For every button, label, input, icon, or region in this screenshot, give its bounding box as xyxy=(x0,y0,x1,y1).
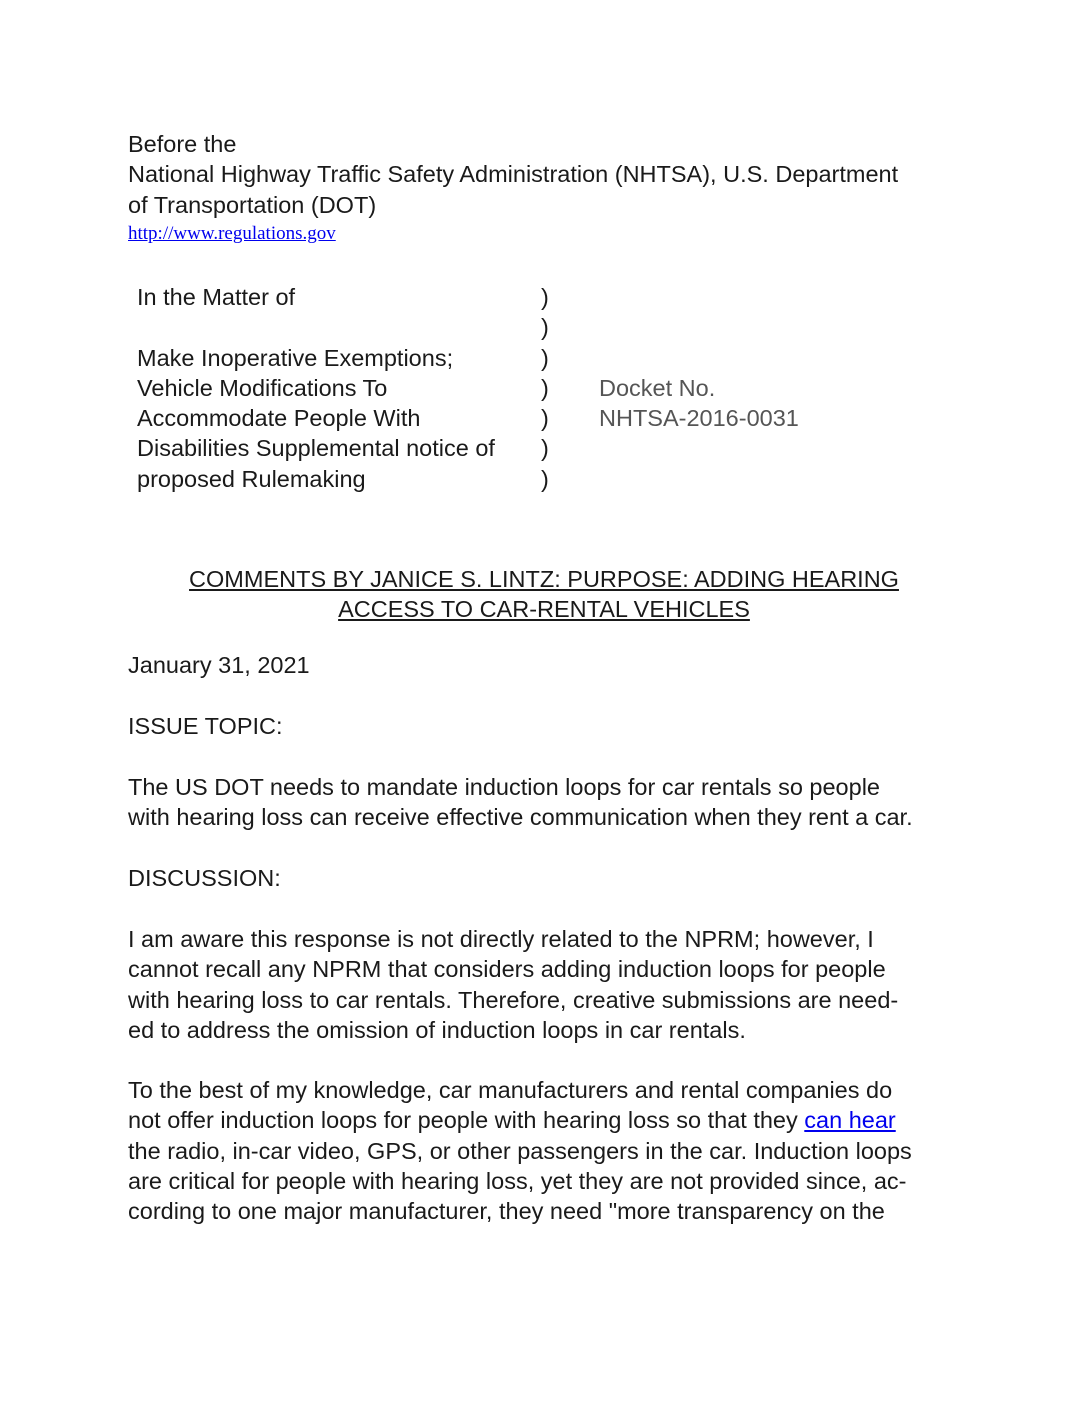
paren: ) xyxy=(541,374,549,401)
paragraph-line: ed to address the omission of induction loops in car rentals. xyxy=(128,1016,746,1043)
paragraph-line xyxy=(128,1105,912,1135)
docket-label: Docket No. xyxy=(599,375,716,401)
paragraph-line: The US DOT needs to mandate induction loops for car rentals so people xyxy=(128,774,880,800)
caption-parentheses xyxy=(541,282,549,494)
paragraph-line: with hearing loss to car rentals. Therefore, creative submissions are need- xyxy=(128,986,899,1013)
title-line: ACCESS TO CAR-RENTAL VEHICLES xyxy=(338,596,750,623)
header-before-the: Before the xyxy=(128,131,237,157)
paragraph-line: with hearing loss can receive effective communication when they rent a car. xyxy=(128,804,913,831)
can-hear-link[interactable]: can hear xyxy=(804,1107,896,1134)
paren: ) xyxy=(541,314,549,341)
caption-line: In the Matter of xyxy=(137,284,296,310)
docket-number: NHTSA-2016-0031 xyxy=(599,405,799,432)
discussion-heading: DISCUSSION: xyxy=(128,865,281,891)
paragraph-line: cannot recall any NPRM that considers adding induction loops for people xyxy=(128,956,886,983)
caption-line: proposed Rulemaking xyxy=(137,465,366,492)
paragraph-line: cording to one major manufacturer, they need "more transparency on the xyxy=(128,1198,885,1225)
paren: ) xyxy=(541,465,549,492)
issue-topic-paragraph xyxy=(128,772,913,833)
caption-line: Make Inoperative Exemptions; xyxy=(137,344,454,371)
paren: ) xyxy=(541,344,549,371)
header-department: of Transportation (DOT) xyxy=(128,191,377,218)
title-line: COMMENTS BY JANICE S. LINTZ: PURPOSE: ADDING HEARING xyxy=(189,566,899,592)
caption-line: Disabilities Supplemental notice of xyxy=(137,435,495,462)
caption-line xyxy=(137,312,495,342)
paren: ) xyxy=(541,284,549,310)
document-date: January 31, 2021 xyxy=(128,652,310,678)
paragraph-line: the radio, in-car video, GPS, or other passengers in the car. Induction loops xyxy=(128,1137,912,1164)
docket-block xyxy=(599,373,799,434)
matter-caption xyxy=(137,282,495,494)
regulations-gov-link[interactable]: http://www.regulations.gov xyxy=(128,223,336,244)
paragraph-line: I am aware this response is not directly related to the NPRM; however, I xyxy=(128,926,874,952)
paragraph-text: not offer induction loops for people with hearing loss so that they xyxy=(128,1107,805,1134)
paragraph-line: are critical for people with hearing loss, yet they are not provided since, ac- xyxy=(128,1167,907,1194)
paren: ) xyxy=(541,435,549,462)
header-block xyxy=(128,129,898,220)
caption-line: Accommodate People With xyxy=(137,405,421,432)
comments-title xyxy=(128,564,960,625)
paren: ) xyxy=(541,405,549,432)
discussion-paragraph-2 xyxy=(128,1075,912,1226)
header-agency: National Highway Traffic Safety Administration (NHTSA), U.S. Department xyxy=(128,161,899,188)
discussion-paragraph-1 xyxy=(128,924,898,1045)
issue-topic-heading: ISSUE TOPIC: xyxy=(128,713,283,739)
caption-line: Vehicle Modifications To xyxy=(137,374,388,401)
paragraph-line: To the best of my knowledge, car manufacturers and rental companies do xyxy=(128,1077,893,1103)
